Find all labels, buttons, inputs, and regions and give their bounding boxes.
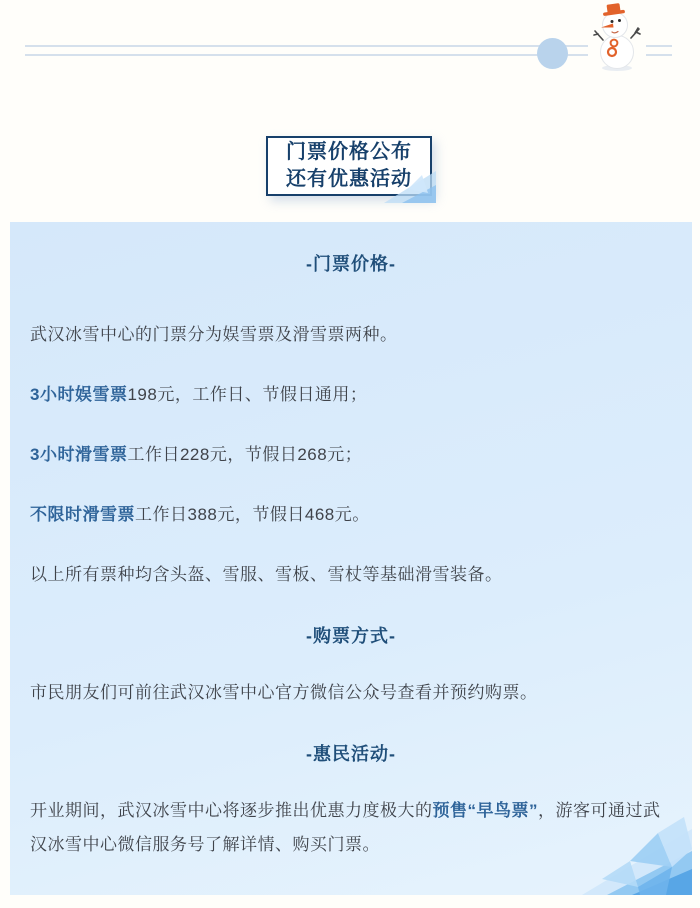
ticket-name-3h-ski: 3小时滑雪票 [30, 445, 128, 464]
paragraph-ski-ticket-3h [30, 438, 672, 472]
paragraph-play-ticket [30, 378, 672, 412]
paragraph-ski-ticket-unlimited [30, 498, 672, 532]
benefit-text-pre: 开业期间，武汉冰雪中心将逐步推出优惠力度极大的 [30, 801, 433, 820]
section-heading-ticket-prices: -门票价格- [306, 254, 396, 274]
section-heading-benefit-activity: -惠民活动- [306, 744, 396, 764]
paragraph-ticket-intro: 武汉冰雪中心的门票分为娱雪票及滑雪票两种。 [30, 325, 398, 344]
announcement-title-line1: 门票价格公布 [286, 141, 412, 163]
ticket-price-3h-play: 198元，工作日、节假日通用； [127, 385, 368, 404]
snowman-icon [588, 2, 646, 74]
ticket-name-unlimited-ski: 不限时滑雪票 [30, 505, 135, 524]
benefit-text-post: ，游客可通过武汉冰雪中心微信服务号了解详情、购买门票。 [30, 801, 661, 854]
divider-dot-icon [537, 38, 568, 69]
section-heading-purchase-method: -购票方式- [306, 626, 396, 646]
ticket-name-3h-play: 3小时娱雪票 [30, 385, 128, 404]
header-divider [25, 45, 672, 56]
announcement-box [266, 136, 432, 196]
ticket-price-3h-ski: 工作日228元，节假日268元； [127, 445, 363, 464]
snowman-icon-svg [590, 3, 644, 73]
paragraph-purchase-method: 市民朋友们可前往武汉冰雪中心官方微信公众号查看并预约购票。 [30, 683, 538, 702]
announcement-title-line2: 还有优惠活动 [286, 168, 412, 190]
content-card [10, 222, 692, 895]
ticket-price-unlimited-ski: 工作日388元，节假日468元。 [135, 505, 370, 524]
early-bird-ticket-highlight: 预售“早鸟票” [432, 801, 538, 820]
crystal-decoration-icon [562, 809, 692, 895]
paragraph-equipment-note: 以上所有票种均含头盔、雪服、雪板、雪杖等基础滑雪装备。 [30, 565, 503, 584]
